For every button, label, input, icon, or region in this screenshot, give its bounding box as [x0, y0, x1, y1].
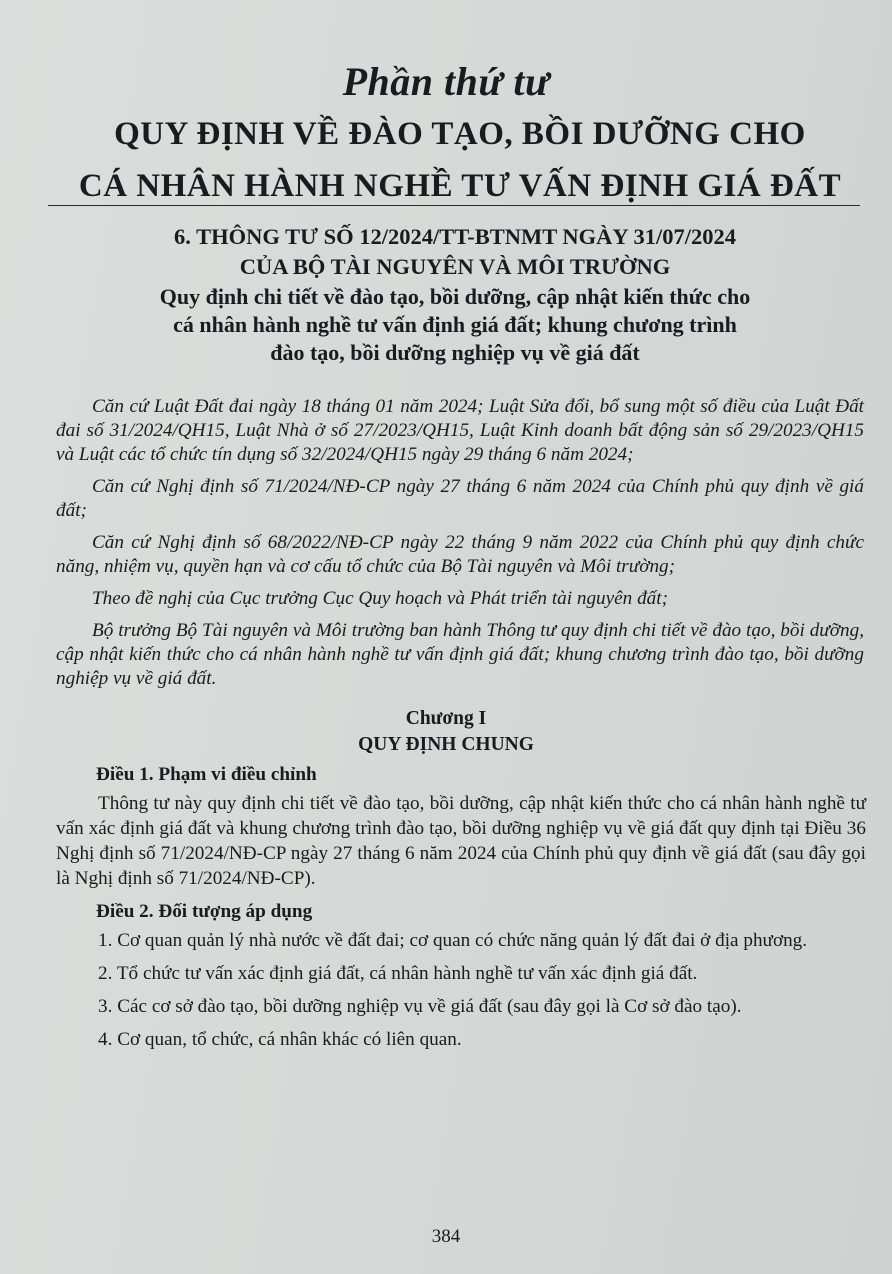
part-label: Phần thứ tư: [342, 59, 550, 104]
chapter-title: QUY ĐỊNH CHUNG: [358, 734, 534, 755]
part-title-line-2: CÁ NHÂN HÀNH NGHỀ TƯ VẤN ĐỊNH GIÁ ĐẤT: [78, 168, 842, 204]
preamble: [56, 395, 864, 699]
chapter-number: Chương I: [405, 708, 487, 729]
article-1-text: Thông tư này quy định chi tiết về đào tạo, bồi dưỡng, cập nhật kiến thức cho cá nhân hành nghề tư vấn xác định giá đất và khung chương trình đào tạo, bồi dưỡng nghiệp vụ về giá đất quy định tại Điều 36 Nghị định số 71/2024/NĐ-CP ngày 27 tháng 6 năm 2024 của Chính phủ quy định về giá đất (sau đây gọi là Nghị định số 71/2024/NĐ-CP).: [56, 793, 866, 889]
preamble-paragraph: Căn cứ Nghị định số 71/2024/NĐ-CP ngày 27 tháng 6 năm 2024 của Chính phủ quy định về giá đất;: [56, 476, 864, 521]
part-title-line-1: QUY ĐỊNH VỀ ĐÀO TẠO, BỒI DƯỠNG CHO: [114, 116, 806, 152]
article-2-item: 3. Các cơ sở đào tạo, bồi dưỡng nghiệp vụ về giá đất (sau đây gọi là Cơ sở đào tạo).: [98, 996, 742, 1017]
preamble-paragraph: Theo đề nghị của Cục trưởng Cục Quy hoạch và Phát triển tài nguyên đất;: [92, 588, 668, 609]
document-subheading: [60, 283, 850, 367]
document-subheading-line-2: cá nhân hành nghề tư vấn định giá đất; khung chương trình: [173, 312, 737, 337]
preamble-paragraph: Căn cứ Luật Đất đai ngày 18 tháng 01 năm 2024; Luật Sửa đổi, bổ sung một số điều của Luật Đất đai số 31/2024/QH15, Luật Nhà ở số 27/2023/QH15, Luật Kinh doanh bất động sản số 29/2023/QH15 và Luật các tổ chức tín dụng số 32/2024/QH15 ngày 29 tháng 6 năm 2024;: [56, 396, 864, 465]
article-2-item: 2. Tổ chức tư vấn xác định giá đất, cá nhân hành nghề tư vấn xác định giá đất.: [98, 963, 698, 984]
part-title: [40, 108, 880, 212]
document-heading: [60, 222, 850, 282]
chapter-heading: [0, 706, 892, 758]
article-1-title: Điều 1. Phạm vi điều chỉnh: [96, 764, 317, 785]
document-subheading-line-1: Quy định chi tiết về đào tạo, bồi dưỡng, cập nhật kiến thức cho: [159, 284, 751, 309]
document-subheading-line-3: đào tạo, bồi dưỡng nghiệp vụ về giá đất: [270, 340, 640, 365]
document-heading-line-2: CỦA BỘ TÀI NGUYÊN VÀ MÔI TRƯỜNG: [239, 254, 671, 279]
document-heading-line-1: 6. THÔNG TƯ SỐ 12/2024/TT-BTNMT NGÀY 31/07/2024: [174, 224, 736, 249]
article-2-item: 4. Cơ quan, tổ chức, cá nhân khác có liên quan.: [98, 1029, 462, 1050]
article-2-title: Điều 2. Đối tượng áp dụng: [96, 901, 313, 922]
article-2-item: 1. Cơ quan quản lý nhà nước về đất đai; cơ quan có chức năng quản lý đất đai ở địa phương.: [98, 930, 808, 951]
title-divider: [48, 205, 860, 206]
preamble-paragraph: Căn cứ Nghị định số 68/2022/NĐ-CP ngày 22 tháng 9 năm 2022 của Chính phủ quy định chức năng, nhiệm vụ, quyền hạn và cơ cấu tổ chức của Bộ Tài nguyên và Môi trường;: [56, 532, 864, 577]
page-number: 384: [431, 1226, 461, 1247]
chapter-body: [56, 762, 866, 1060]
preamble-paragraph: Bộ trưởng Bộ Tài nguyên và Môi trường ban hành Thông tư quy định chi tiết về đào tạo, bồi dưỡng, cập nhật kiến thức cho cá nhân hành nghề tư vấn định giá đất; khung chương trình đào tạo, bồi dưỡng nghiệp vụ về giá đất.: [56, 620, 864, 689]
